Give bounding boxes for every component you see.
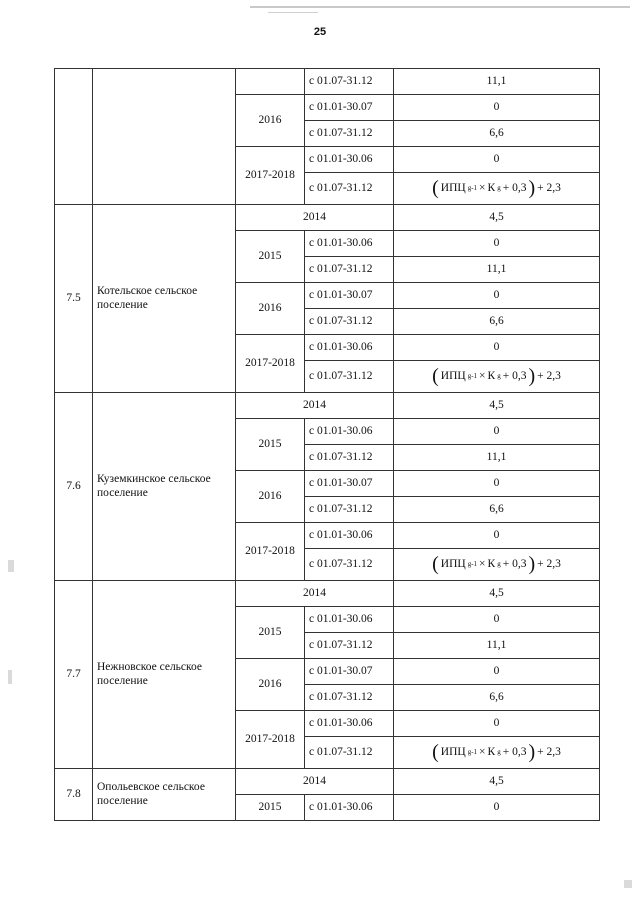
- year-cell: 2015: [236, 231, 305, 283]
- value-cell: 4,5: [394, 205, 600, 231]
- year-cell: 2014: [236, 769, 394, 795]
- period-cell: с 01.07-31.12: [305, 445, 394, 471]
- formula-ipc-sub: g-1: [467, 184, 478, 193]
- value-cell: 0: [394, 419, 600, 445]
- scan-artifact: [8, 560, 14, 572]
- period-cell: с 01.07-31.12: [305, 309, 394, 335]
- formula-ipc-sub: g-1: [467, 748, 478, 757]
- value-cell: 6,6: [394, 685, 600, 711]
- value-cell: 0: [394, 95, 600, 121]
- period-cell: с 01.07-31.12: [305, 549, 394, 581]
- table-row: [55, 205, 600, 231]
- formula-ipc-sub: g-1: [467, 372, 478, 381]
- year-cell: 2016: [236, 659, 305, 711]
- period-cell: с 01.01-30.07: [305, 283, 394, 309]
- year-cell: 2015: [236, 419, 305, 471]
- formula-cell: [394, 173, 600, 205]
- formula-k: К: [487, 557, 496, 570]
- value-cell: 0: [394, 231, 600, 257]
- formula-plus: + 0,3: [502, 369, 527, 382]
- period-cell: с 01.07-31.12: [305, 361, 394, 393]
- table-row: [55, 69, 600, 95]
- period-cell: с 01.01-30.06: [305, 335, 394, 361]
- period-cell: с 01.01-30.06: [305, 231, 394, 257]
- formula-tail: + 2,3: [537, 557, 561, 570]
- value-cell: 11,1: [394, 257, 600, 283]
- period-cell: с 01.07-31.12: [305, 633, 394, 659]
- period-cell: с 01.07-31.12: [305, 173, 394, 205]
- num-cell: 7.8: [55, 769, 93, 821]
- paren-close: ): [528, 741, 536, 764]
- year-cell: 2017-2018: [236, 335, 305, 393]
- formula-cell: [394, 549, 600, 581]
- formula: [432, 366, 561, 386]
- year-cell: 2015: [236, 607, 305, 659]
- formula-plus: + 0,3: [502, 557, 527, 570]
- formula-k-sub: g: [497, 748, 501, 757]
- year-cell: 2016: [236, 283, 305, 335]
- value-cell: 4,5: [394, 581, 600, 607]
- period-cell: с 01.01-30.07: [305, 659, 394, 685]
- formula-cell: [394, 361, 600, 393]
- num-cell: 7.5: [55, 205, 93, 393]
- period-cell: с 01.01-30.06: [305, 607, 394, 633]
- year-cell: 2015: [236, 795, 305, 821]
- formula-ipc: ИПЦ: [440, 557, 466, 570]
- value-cell: 11,1: [394, 69, 600, 95]
- name-cell: Котельское сельское поселение: [93, 205, 236, 393]
- period-cell: с 01.07-31.12: [305, 121, 394, 147]
- value-cell: 0: [394, 283, 600, 309]
- formula-tail: + 2,3: [537, 745, 561, 758]
- period-cell: с 01.01-30.07: [305, 95, 394, 121]
- scan-artifact: [8, 670, 12, 684]
- formula-plus: + 0,3: [502, 745, 527, 758]
- formula-ipc: ИПЦ: [440, 745, 466, 758]
- formula-times: ×: [479, 369, 486, 382]
- year-cell: 2017-2018: [236, 523, 305, 581]
- paren-open: (: [432, 553, 439, 576]
- value-cell: 0: [394, 659, 600, 685]
- formula-k: К: [487, 369, 496, 382]
- formula-plus: + 0,3: [502, 181, 527, 194]
- value-cell: 4,5: [394, 769, 600, 795]
- period-cell: с 01.07-31.12: [305, 69, 394, 95]
- value-cell: 0: [394, 335, 600, 361]
- paren-close: ): [528, 177, 536, 200]
- paren-open: (: [432, 365, 439, 388]
- formula-ipc: ИПЦ: [440, 181, 466, 194]
- year-cell: 2014: [236, 581, 394, 607]
- period-cell: с 01.01-30.06: [305, 147, 394, 173]
- formula-cell: [394, 737, 600, 769]
- formula: [432, 178, 561, 198]
- scan-artifact: [268, 12, 318, 13]
- value-cell: 11,1: [394, 445, 600, 471]
- table-row: [55, 393, 600, 419]
- table-row: [55, 581, 600, 607]
- scan-artifact: [250, 6, 630, 8]
- period-cell: с 01.01-30.06: [305, 795, 394, 821]
- year-cell: 2014: [236, 205, 394, 231]
- period-cell: с 01.07-31.12: [305, 497, 394, 523]
- page-number: 25: [313, 26, 327, 38]
- name-cell: Нежновское сельское поселение: [93, 581, 236, 769]
- year-cell: 2017-2018: [236, 147, 305, 205]
- formula-tail: + 2,3: [537, 181, 561, 194]
- formula-ipc-sub: g-1: [467, 560, 478, 569]
- formula: [432, 554, 561, 574]
- period-cell: с 01.07-31.12: [305, 737, 394, 769]
- period-cell: с 01.01-30.07: [305, 471, 394, 497]
- value-cell: 6,6: [394, 309, 600, 335]
- name-cell: [93, 69, 236, 205]
- num-cell: 7.7: [55, 581, 93, 769]
- name-cell: Куземкинское сельское поселение: [93, 393, 236, 581]
- value-cell: 4,5: [394, 393, 600, 419]
- num-cell: 7.6: [55, 393, 93, 581]
- value-cell: 0: [394, 523, 600, 549]
- formula-times: ×: [479, 745, 486, 758]
- formula-tail: + 2,3: [537, 369, 561, 382]
- formula-times: ×: [479, 181, 486, 194]
- formula-ipc: ИПЦ: [440, 369, 466, 382]
- formula-k-sub: g: [497, 560, 501, 569]
- value-cell: 0: [394, 471, 600, 497]
- period-cell: с 01.07-31.12: [305, 685, 394, 711]
- name-cell: Опольевское сельское поселение: [93, 769, 236, 821]
- num-cell: [55, 69, 93, 205]
- period-cell: с 01.07-31.12: [305, 257, 394, 283]
- formula-k: К: [487, 745, 496, 758]
- formula-k-sub: g: [497, 184, 501, 193]
- period-cell: с 01.01-30.06: [305, 419, 394, 445]
- paren-open: (: [432, 741, 439, 764]
- year-cell: 2016: [236, 471, 305, 523]
- period-cell: с 01.01-30.06: [305, 711, 394, 737]
- formula-times: ×: [479, 557, 486, 570]
- year-cell: 2014: [236, 393, 394, 419]
- value-cell: 11,1: [394, 633, 600, 659]
- year-cell: 2016: [236, 95, 305, 147]
- formula-k-sub: g: [497, 372, 501, 381]
- value-cell: 0: [394, 607, 600, 633]
- year-cell: 2017-2018: [236, 711, 305, 769]
- value-cell: 0: [394, 147, 600, 173]
- value-cell: 0: [394, 795, 600, 821]
- scan-artifact: [624, 880, 632, 888]
- value-cell: 6,6: [394, 121, 600, 147]
- value-cell: 6,6: [394, 497, 600, 523]
- formula: [432, 742, 561, 762]
- formula-k: К: [487, 181, 496, 194]
- value-cell: 0: [394, 711, 600, 737]
- tariff-table: [54, 68, 600, 821]
- period-cell: с 01.01-30.06: [305, 523, 394, 549]
- year-cell: [236, 69, 305, 95]
- paren-open: (: [432, 177, 439, 200]
- paren-close: ): [528, 553, 536, 576]
- paren-close: ): [528, 365, 536, 388]
- table-row: [55, 769, 600, 795]
